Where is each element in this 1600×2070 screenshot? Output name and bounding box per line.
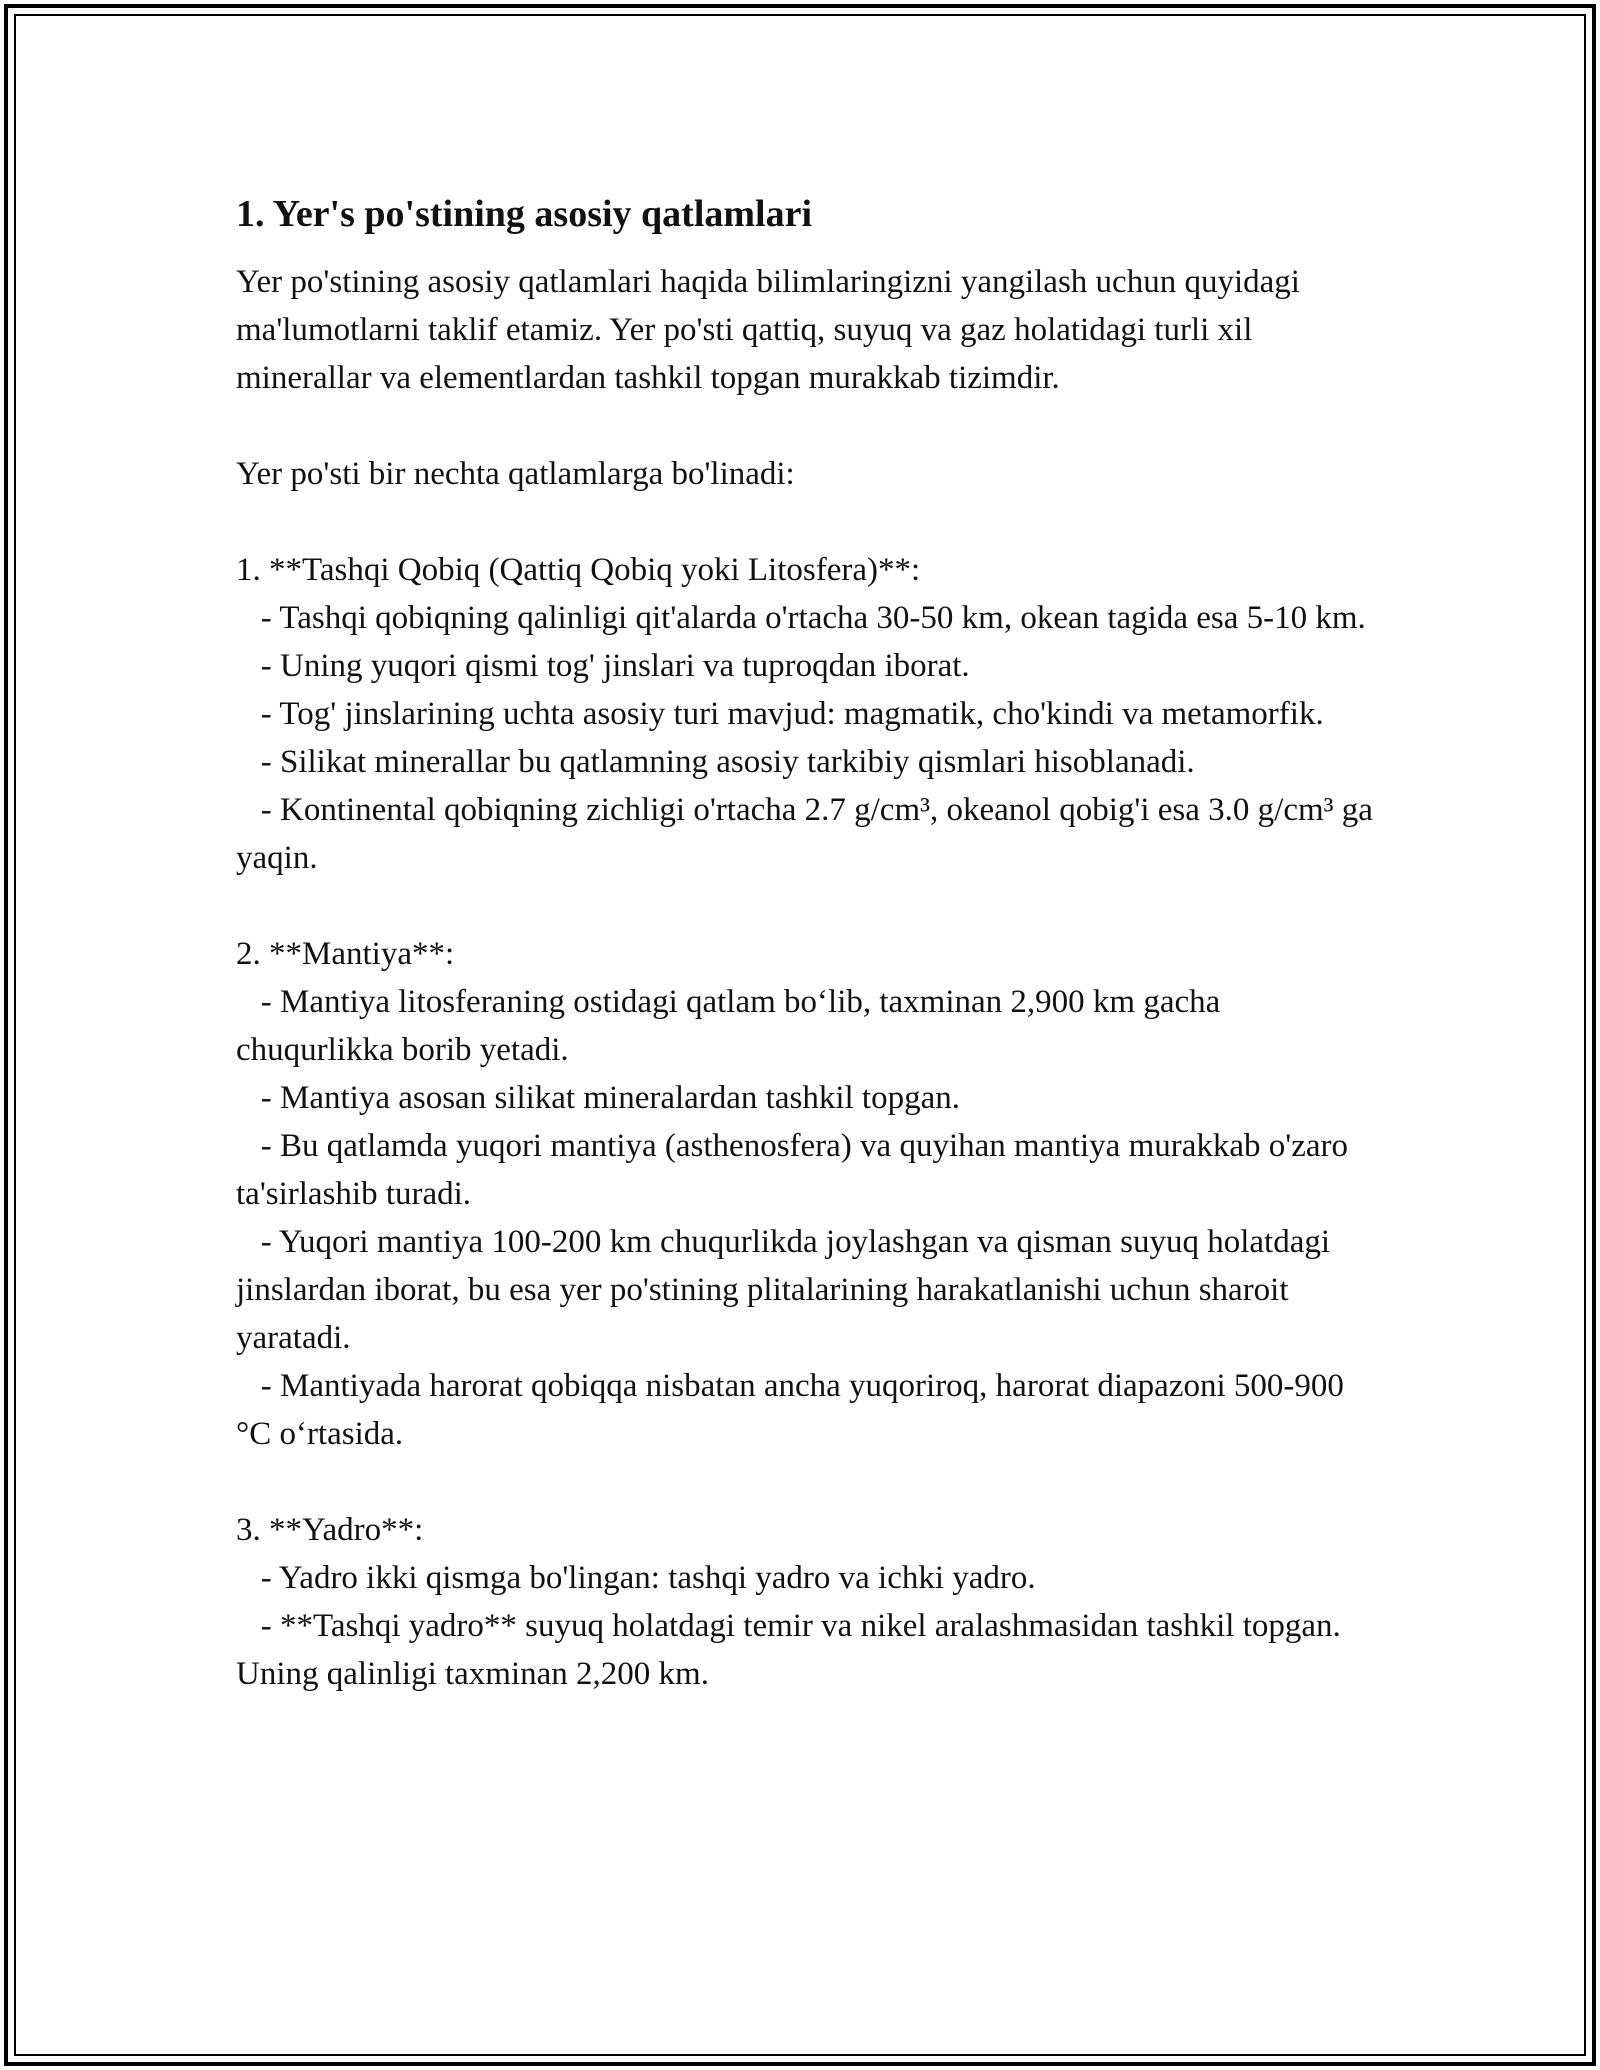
- list-item: - **Tashqi yadro** suyuq holatdagi temir va nikel aralashmasidan tashkil topgan. Uning qalinligi taxminan 2,200 km.: [236, 1608, 1350, 1692]
- section-mantle: [236, 930, 1376, 1458]
- section-heading: 1. **Tashqi Qobiq (Qattiq Qobiq yoki Litosfera)**:: [236, 552, 921, 588]
- section-heading: 3. **Yadro**:: [236, 1512, 424, 1548]
- lead-paragraph: Yer po'sti bir nechta qatlamlarga bo'linadi:: [236, 456, 795, 492]
- list-item: - Yadro ikki qismga bo'lingan: tashqi yadro va ichki yadro.: [236, 1560, 1036, 1596]
- section-core: [236, 1506, 1376, 1698]
- document-title: 1. Yer's po'stining asosiy qatlamlari: [236, 193, 813, 235]
- section-crust: [236, 546, 1382, 882]
- list-item: - Silikat minerallar bu qatlamning asosiy tarkibiy qismlari hisoblanadi.: [236, 744, 1195, 780]
- list-item: - Mantiya litosferaning ostidagi qatlam bo‘lib, taxminan 2,900 km gacha chuqurlikka borib yetadi.: [236, 984, 1229, 1068]
- list-item: - Tog' jinslarining uchta asosiy turi mavjud: magmatik, cho'kindi va metamorfik.: [236, 696, 1324, 732]
- list-item: - Uning yuqori qismi tog' jinslari va tuproqdan iborat.: [236, 648, 970, 684]
- intro-paragraph: Yer po'stining asosiy qatlamlari haqida bilimlaringizni yangilash uchun quyidagi ma'lumotlarni taklif etamiz. Yer po'sti qattiq, suyuq va gaz holatidagi turli xil minerallar va elementlardan tashkil topgan murakkab tizimdir.: [236, 264, 1309, 396]
- spacer: [236, 498, 1376, 546]
- list-item: - Mantiyada harorat qobiqqa nisbatan ancha yuqoriroq, harorat diapazoni 500-900 °C o‘rtasida.: [236, 1368, 1353, 1452]
- list-item: - Kontinental qobiqning zichligi o'rtacha 2.7 g/cm³, okeanol qobig'i esa 3.0 g/cm³ ga yaqin.: [236, 792, 1382, 876]
- list-item: - Yuqori mantiya 100-200 km chuqurlikda joylashgan va qisman suyuq holatdagi jinslardan iborat, bu esa yer po'stining plitalarining harakatlanishi uchun sharoit yaratadi.: [236, 1224, 1339, 1356]
- spacer: [236, 402, 1376, 450]
- list-item: - Bu qatlamda yuqori mantiya (asthenosfera) va quyihan mantiya murakkab o'zaro ta'sirlashib turadi.: [236, 1128, 1357, 1212]
- list-item: - Mantiya asosan silikat mineralardan tashkil topgan.: [236, 1080, 960, 1116]
- spacer: [236, 1458, 1376, 1506]
- spacer: [236, 882, 1376, 930]
- section-heading: 2. **Mantiya**:: [236, 936, 455, 972]
- list-item: - Tashqi qobiqning qalinligi qit'alarda o'rtacha 30-50 km, okean tagida esa 5-10 km.: [236, 600, 1366, 636]
- document-body: [236, 190, 1382, 1698]
